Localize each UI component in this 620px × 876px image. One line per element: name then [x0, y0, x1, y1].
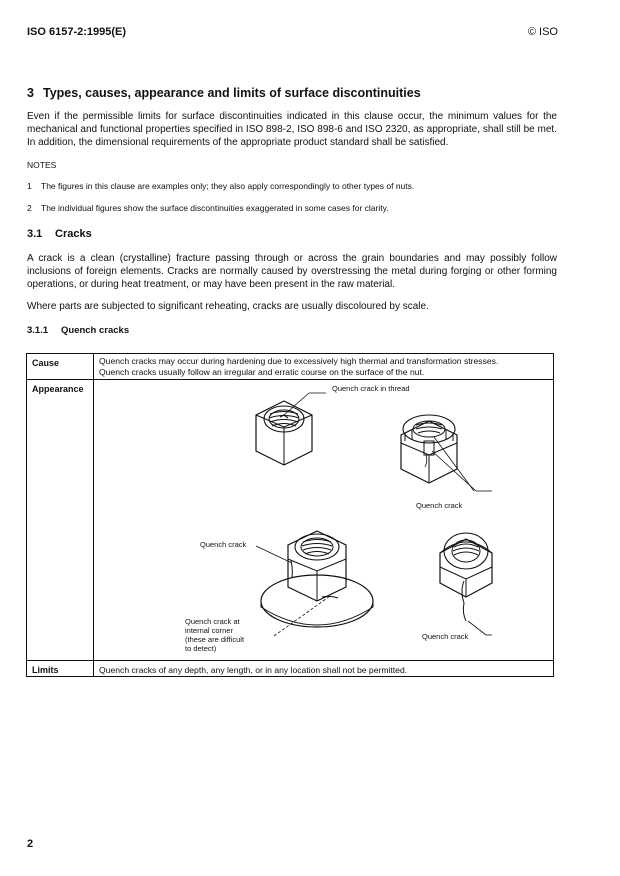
castle-nut-crack	[401, 415, 492, 491]
section-heading	[27, 86, 421, 100]
subsection-title: Cracks	[55, 228, 92, 240]
note-text: The individual figures show the surface discontinuities exaggerated in some cases for clarity.	[41, 203, 389, 213]
cracks-paragraph: A crack is a clean (crystalline) fracture passing through or across the grain boundaries and may possibly follow inclusions of foreign elements. Cracks are normally caused by overstressing the metal during forging or other forming operations, or during heat treatment, or may have been present in the raw material.	[27, 253, 557, 290]
note-number: 2	[27, 203, 32, 213]
page-number: 2	[27, 838, 34, 850]
note-text: The figures in this clause are examples only; they also apply correspondingly to other types of nuts.	[41, 181, 415, 191]
label-internal-corner-line-3: (these are difficult	[185, 635, 245, 644]
appearance-label: Appearance	[32, 384, 84, 394]
prevailing-torque-nut-crack	[440, 533, 492, 635]
label-internal-corner-line-2: internal corner	[185, 626, 233, 635]
document-standard-id: ISO 6157-2:1995(E)	[27, 26, 127, 38]
note-item	[27, 202, 557, 214]
section-number: 3	[27, 86, 34, 100]
subsubsection-title: Quench cracks	[61, 325, 130, 336]
table-row-divider	[27, 379, 553, 380]
hex-nut-thread-crack	[256, 393, 326, 465]
notes-heading: NOTES	[27, 160, 57, 170]
label-internal-corner-line-4: to detect)	[185, 644, 217, 653]
label-flange-crack: Quench crack	[200, 540, 247, 549]
subsection-number: 3.1	[27, 228, 43, 240]
quench-cracks-table	[26, 353, 554, 677]
reheating-paragraph: Where parts are subjected to significant reheating, cracks are usually discoloured by scale.	[27, 301, 429, 312]
cause-label: Cause	[32, 358, 60, 368]
note-number: 1	[27, 181, 32, 191]
label-internal-corner-line-1: Quench crack at	[185, 617, 240, 626]
cause-text-line-2: Quench cracks usually follow an irregular and erratic course on the surface of the nut.	[99, 367, 425, 377]
label-castle-crack: Quench crack	[416, 501, 463, 510]
subsubsection-number: 3.1.1	[27, 325, 49, 336]
copyright-mark: © ISO	[527, 26, 558, 38]
subsubsection-heading	[27, 325, 129, 336]
nut-illustrations	[94, 381, 552, 659]
limits-label: Limits	[32, 665, 59, 675]
section-intro-paragraph: Even if the permissible limits for surface discontinuities indicated in this clause occur, the minimum values for the mechanical and functional properties specified in ISO 898-2, ISO 898-6 and ISO 2320, as appropriate, shall still be met. In addition, the dimensional requirements of the appropriate product standard shall be satisfied.	[27, 111, 557, 148]
cause-text-line-1: Quench cracks may occur during hardening due to excessively high thermal and transformation stresses.	[99, 356, 499, 366]
subsection-heading	[27, 228, 92, 240]
label-internal-corner	[185, 617, 244, 653]
flange-nut-crack	[256, 531, 373, 636]
section-title: Types, causes, appearance and limits of surface discontinuities	[43, 86, 421, 100]
quench-crack-figure	[94, 381, 552, 664]
cause-text	[99, 356, 549, 378]
label-thread-crack: Quench crack in thread	[332, 384, 410, 393]
limits-text: Quench cracks of any depth, any length, or in any location shall not be permitted.	[99, 665, 408, 675]
label-prevailing-crack: Quench crack	[422, 632, 469, 641]
note-item	[27, 180, 557, 192]
